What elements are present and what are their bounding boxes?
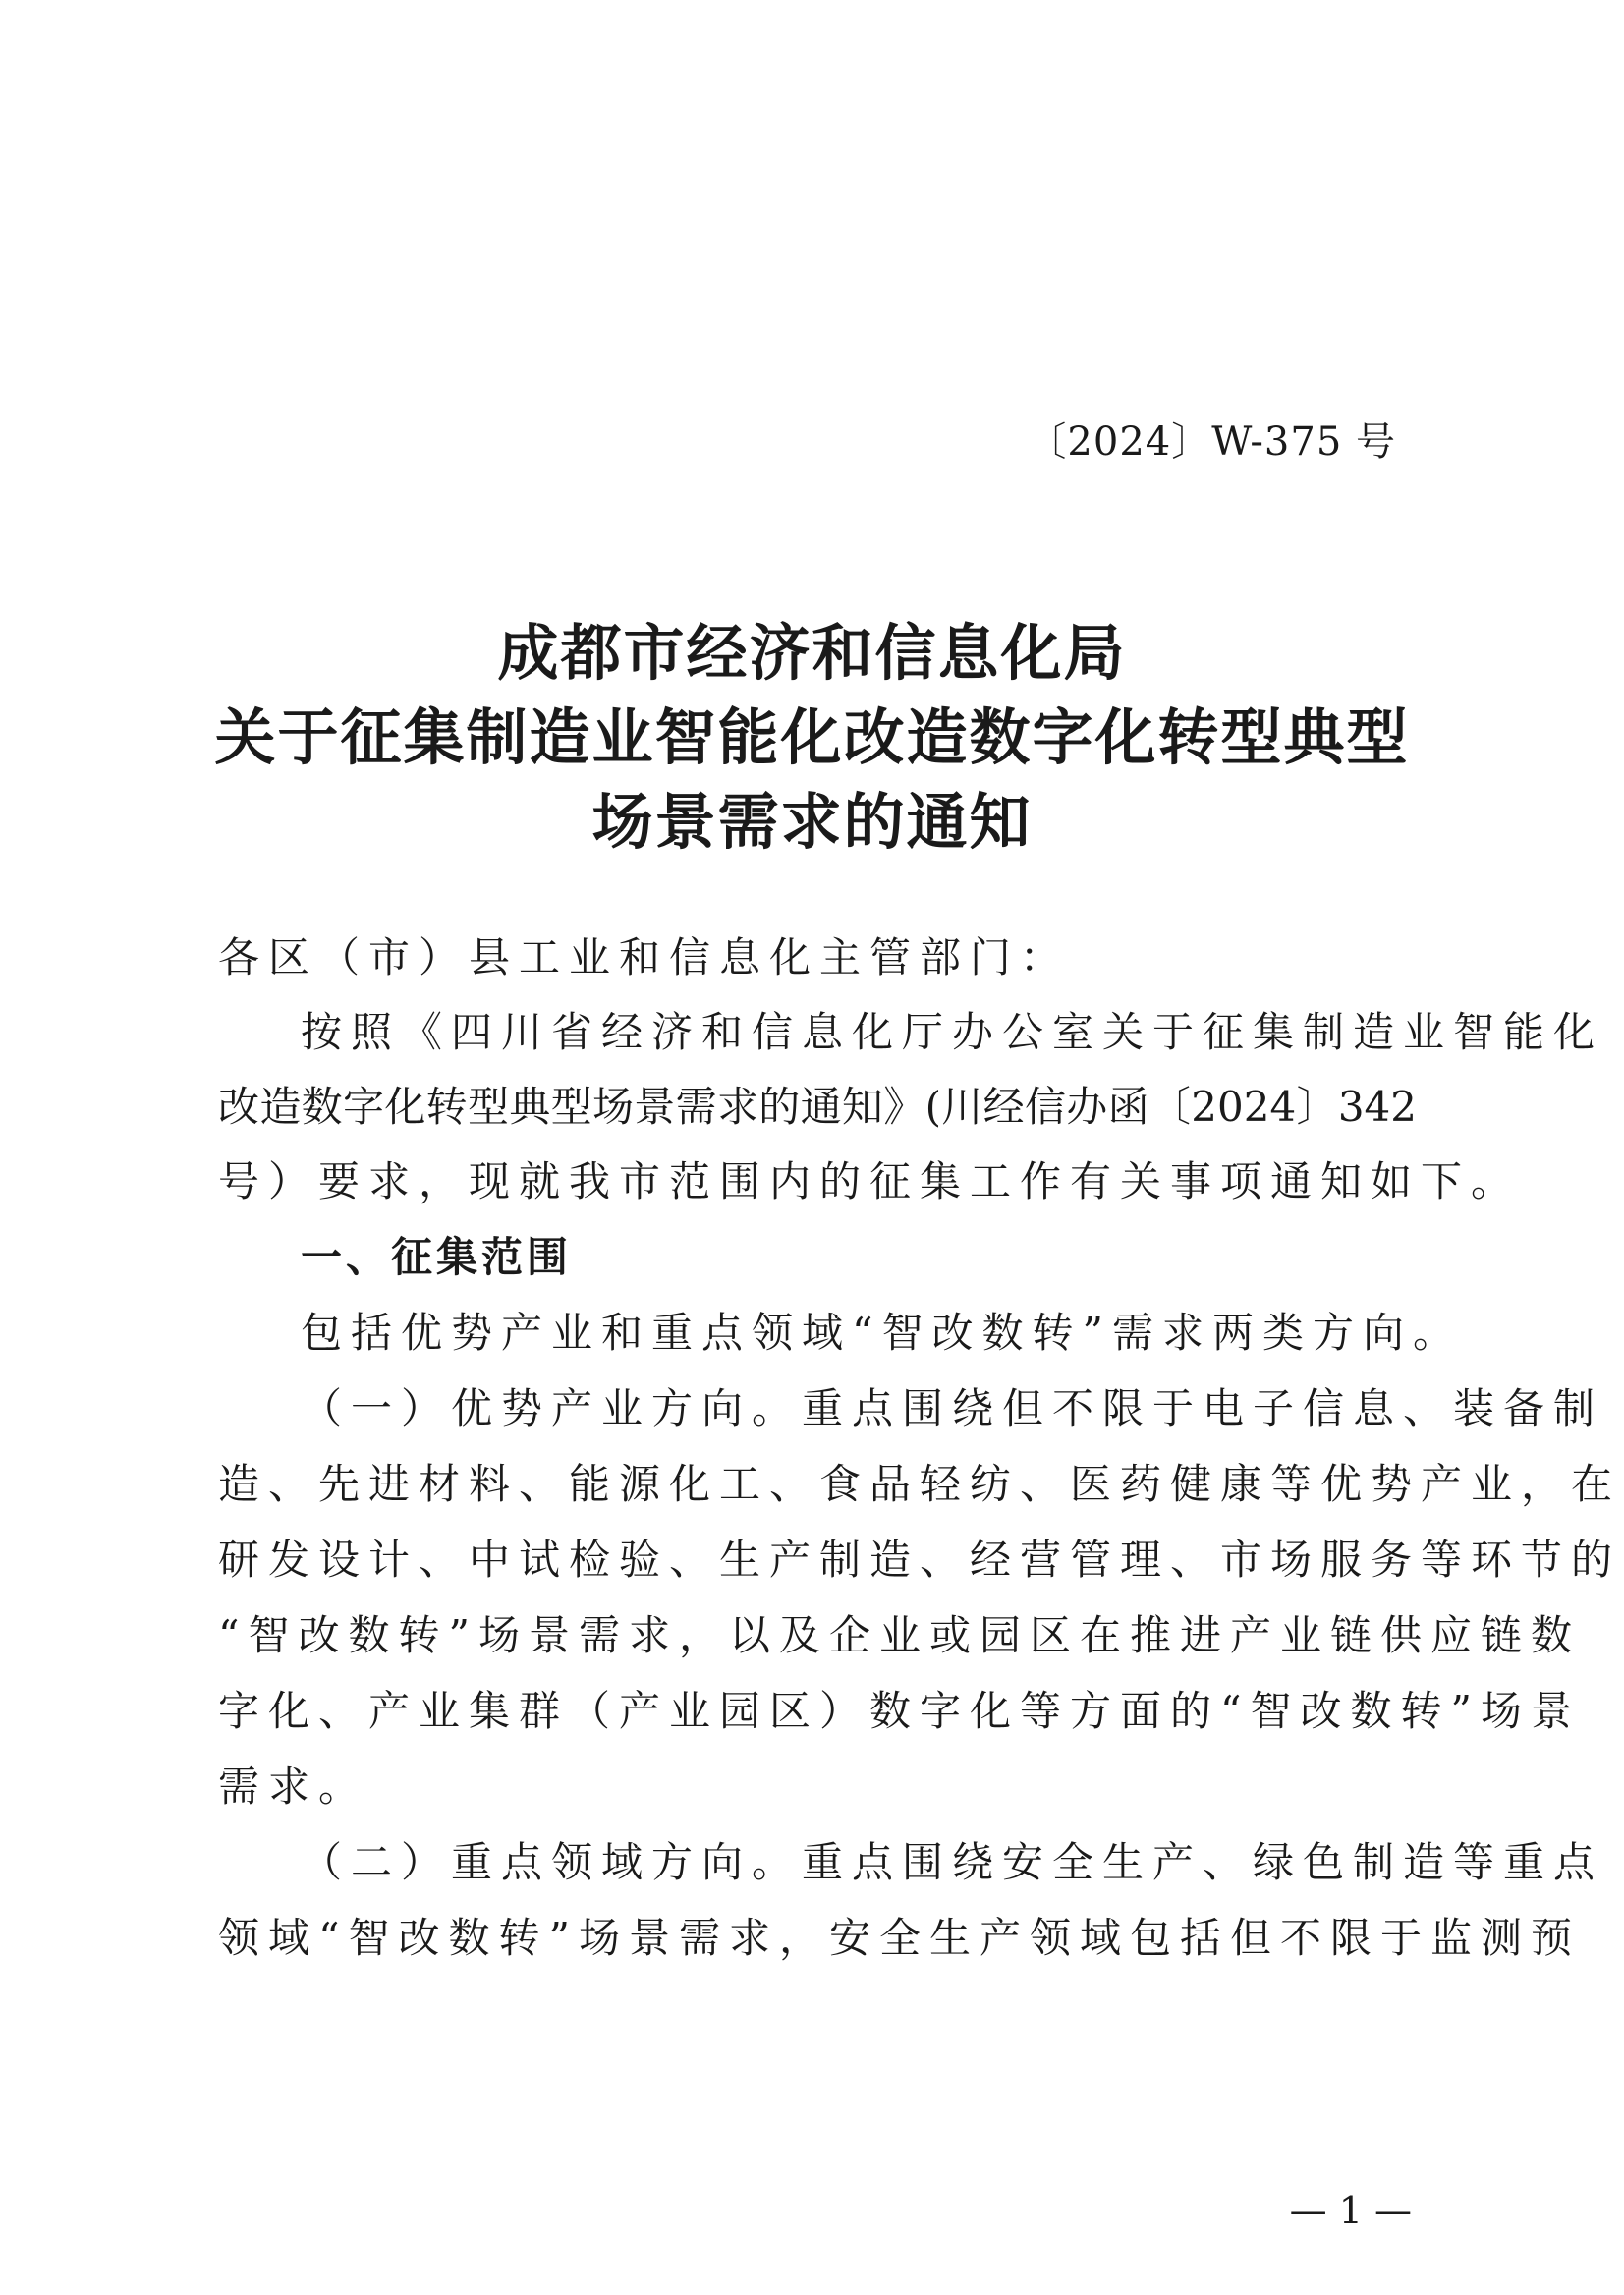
item1-line: 造、先进材料、能源化工、食品轻纺、医药健康等优势产业，在 bbox=[218, 1460, 1622, 1508]
document-number: 〔2024〕W-375 号 bbox=[1027, 420, 1396, 465]
title-line-3: 场景需求的通知 bbox=[591, 786, 1033, 858]
item1-line: 需求。 bbox=[218, 1763, 369, 1811]
section-heading: 一、征集范围 bbox=[301, 1233, 573, 1281]
title-line-1: 成都市经济和信息化局 bbox=[497, 617, 1127, 689]
item2-line: 领域“智改数转”场景需求，安全生产领域包括但不限于监测预 bbox=[218, 1914, 1581, 1962]
scope-line: 包括优势产业和重点领域“智改数转”需求两类方向。 bbox=[301, 1309, 1463, 1357]
item1-line: （一）优势产业方向。重点围绕但不限于电子信息、装备制 bbox=[301, 1384, 1604, 1432]
salutation: 各区（市）县工业和信息化主管部门： bbox=[218, 933, 1071, 981]
item1-line: “智改数转”场景需求，以及企业或园区在推进产业链供应链数 bbox=[218, 1611, 1581, 1659]
item1-line: 研发设计、中试检验、生产制造、经营管理、市场服务等环节的 bbox=[218, 1536, 1622, 1584]
intro-line: 按照《四川省经济和信息化厅办公室关于征集制造业智能化 bbox=[301, 1008, 1604, 1056]
item1-line: 字化、产业集群（产业园区）数字化等方面的“智改数转”场景 bbox=[218, 1687, 1581, 1735]
item2-line: （二）重点领域方向。重点围绕安全生产、绿色制造等重点 bbox=[301, 1838, 1604, 1886]
title-line-2: 关于征集制造业智能化改造数字化转型典型 bbox=[214, 701, 1410, 773]
page-number: — 1 — bbox=[1289, 2189, 1412, 2232]
intro-line: 号）要求，现就我市范围内的征集工作有关事项通知如下。 bbox=[218, 1157, 1522, 1205]
document-title bbox=[0, 611, 1624, 865]
intro-line: 改造数字化转型典型场景需求的通知》(川经信办函〔2024〕342 bbox=[218, 1083, 1417, 1131]
